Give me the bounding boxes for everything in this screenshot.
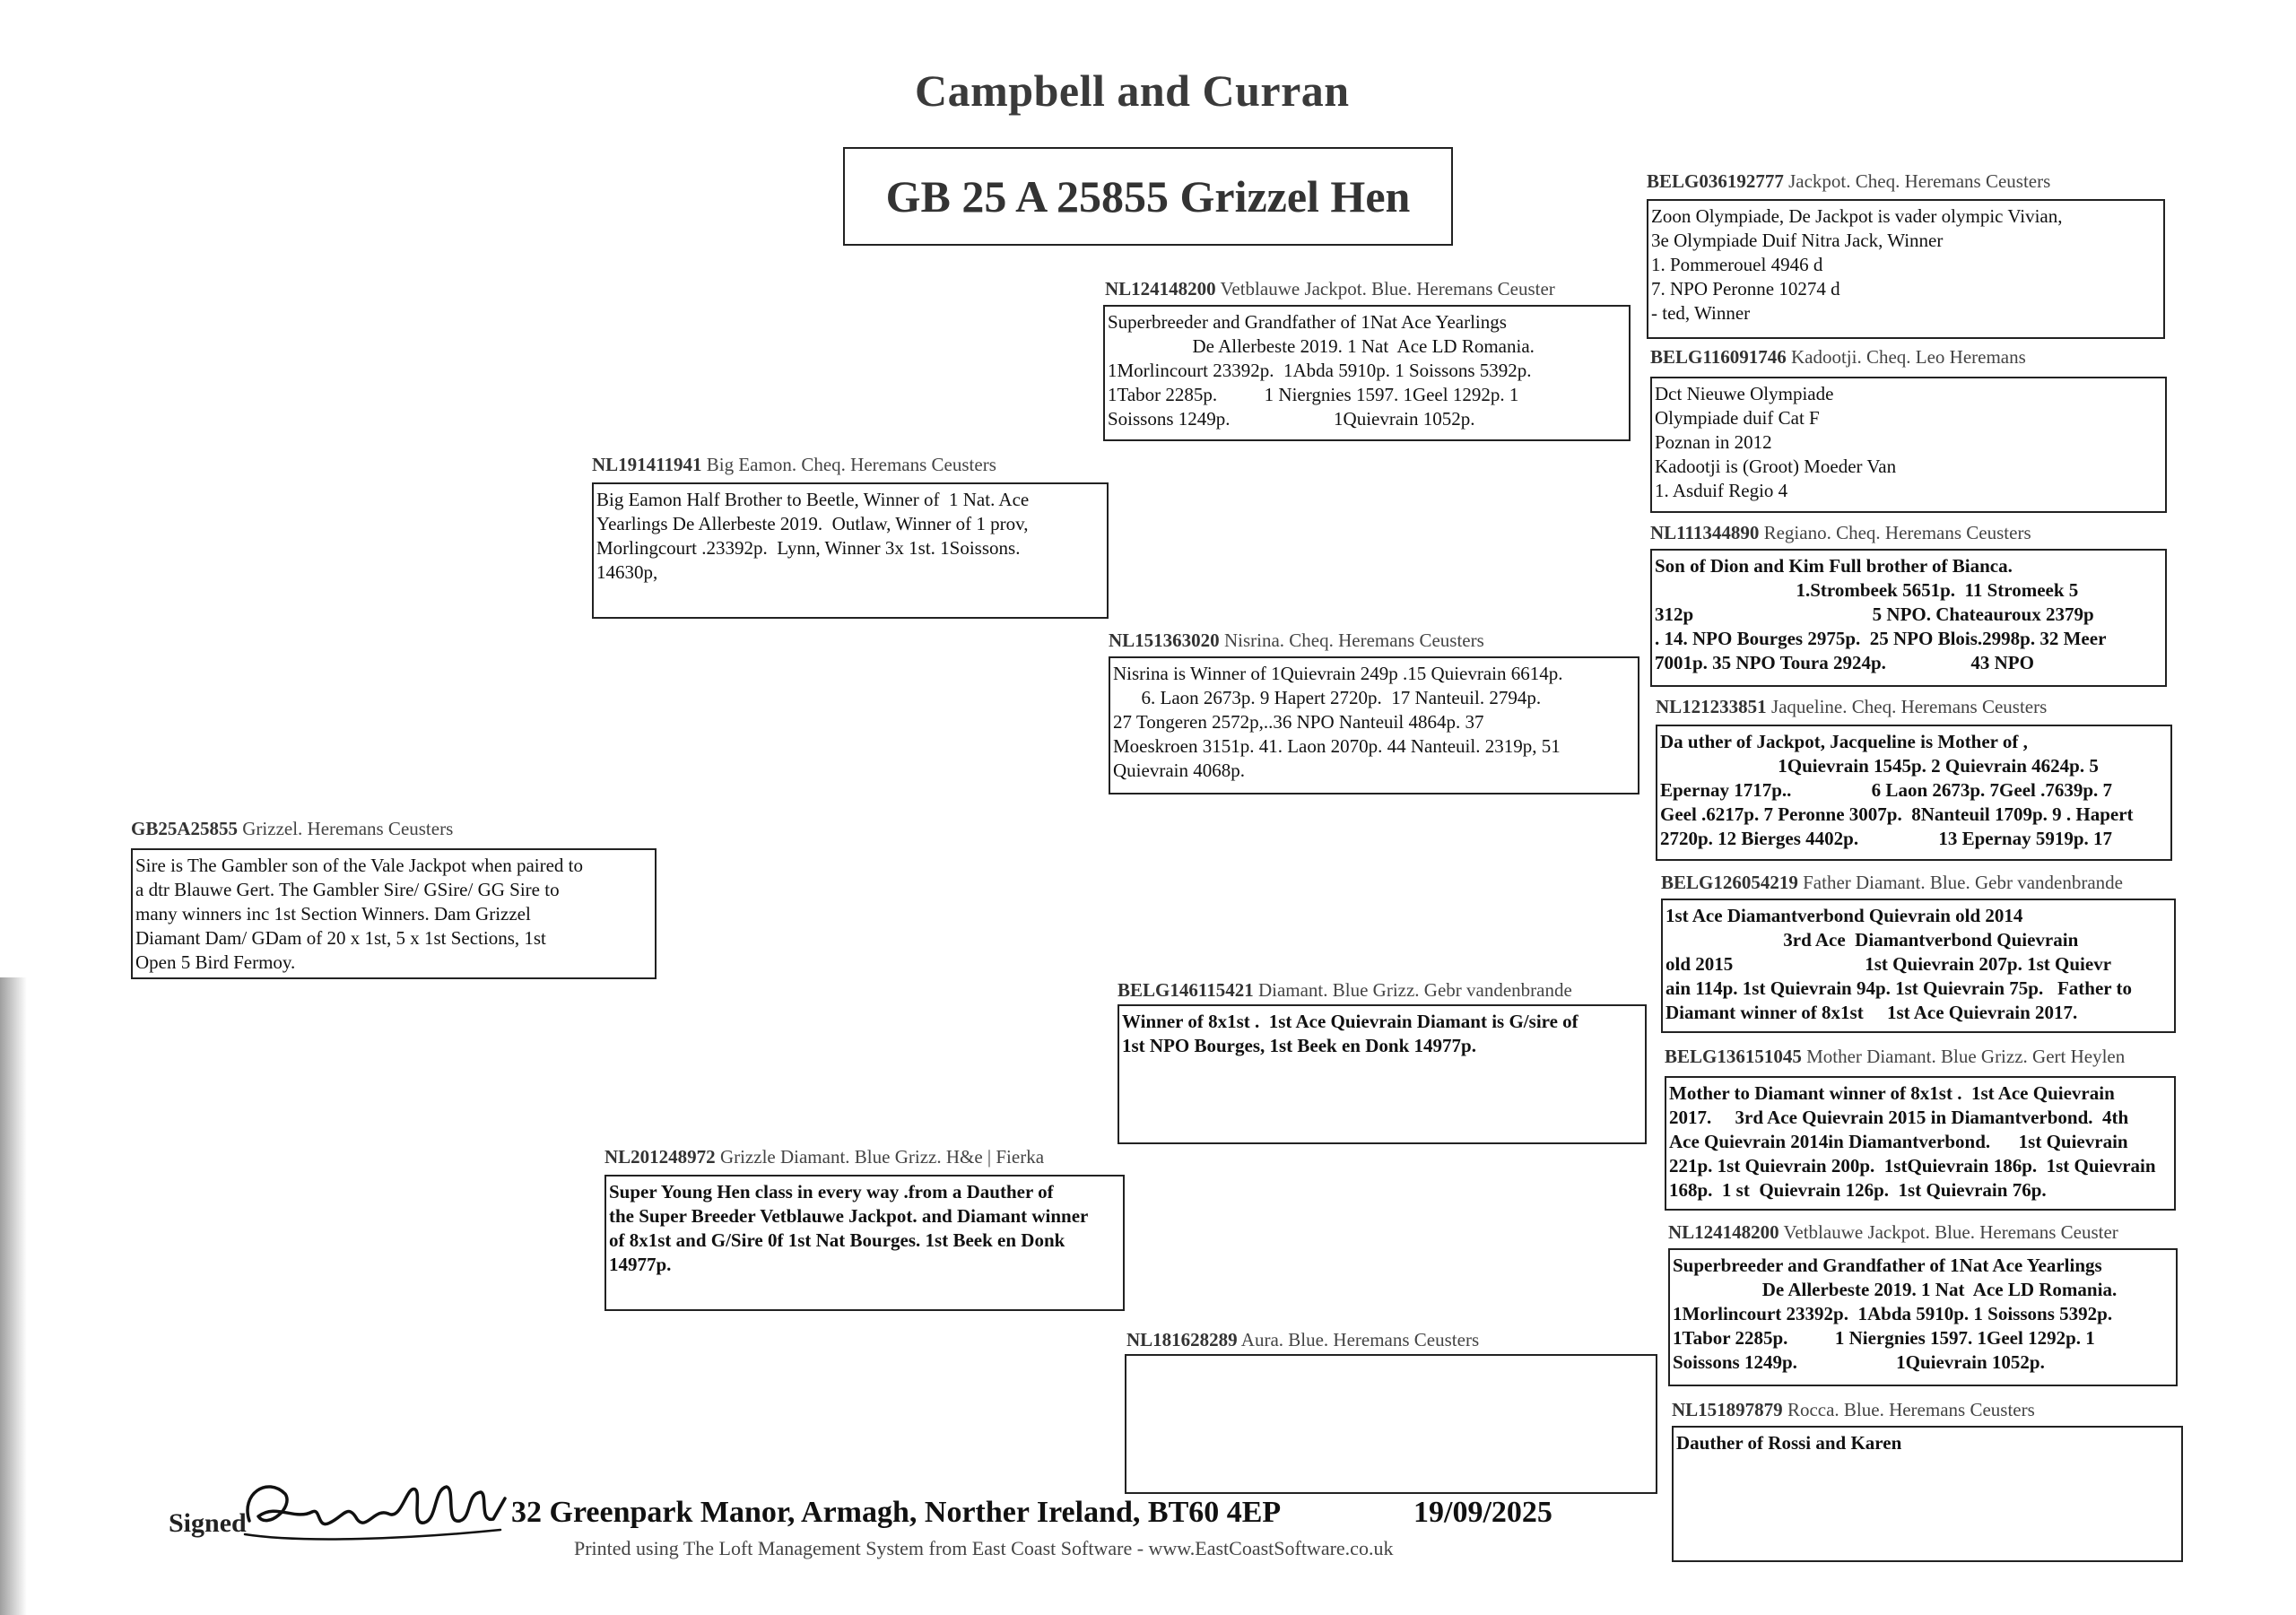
bird-notes-box [1103,305,1631,441]
bird-notes-box [1125,1354,1657,1494]
note-line: many winners inc 1st Section Winners. Dam Grizzel [135,903,531,925]
footer-address: 32 Greenpark Manor, Armagh, Norther Ireland, BT60 4EP [511,1496,1282,1529]
note-line: 1Morlincourt 23392p. 1Abda 5910p. 1 Soissons 5392p. [1673,1303,2113,1324]
note-line: Yearlings De Allerbeste 2019. Outlaw, Winner of 1 prov, [596,513,1029,534]
note-line: 1st Ace Diamantverbond Quievrain old 2014 [1665,905,2023,926]
note-line: 1. Asduif Regio 4 [1655,480,1788,501]
note-line: a dtr Blauwe Gert. The Gambler Sire/ GSire/ GG Sire to [135,879,560,900]
note-line: Morlingcourt .23392p. Lynn, Winner 3x 1st. 1Soissons. [596,537,1021,559]
note-line: Ace Quievrain 2014in Diamantverbond. 1st Quievrain [1669,1131,2128,1152]
ring-number: NL191411941 [592,454,702,475]
bird-notes-box [1118,1004,1647,1144]
ring-number: NL201248972 [604,1146,716,1168]
note-line: 2017. 3rd Ace Quievrain 2015 in Diamantverbond. 4th [1669,1107,2129,1128]
note-line: De Allerbeste 2019. 1 Nat Ace LD Romania. [1673,1279,2118,1300]
bird-notes-box [1647,199,2165,339]
note-line: Big Eamon Half Brother to Beetle, Winner of 1 Nat. Ace [596,489,1030,510]
note-line: Dauther of Rossi and Karen [1676,1432,1902,1454]
note-line: 221p. 1st Quievrain 200p. 1stQuievrain 186p. 1st Quievrain [1669,1155,2156,1177]
footer-printed-by: Printed using The Loft Management System from East Coast Software - www.EastCoastSoftware.co.uk [574,1537,1394,1559]
note-line: Mother to Diamant winner of 8x1st . 1st Ace Quievrain [1669,1082,2115,1104]
footer-date: 19/09/2025 [1413,1496,1552,1529]
note-line: Diamant Dam/ GDam of 20 x 1st, 5 x 1st Sections, 1st [135,927,546,949]
note-line: Soissons 1249p. 1Quievrain 1052p. [1108,408,1475,430]
note-line: 2720p. 12 Bierges 4402p. 13 Epernay 5919p. 17 [1660,828,2113,849]
note-line: Soissons 1249p. 1Quievrain 1052p. [1673,1351,2045,1373]
note-line: 6. Laon 2673p. 9 Hapert 2720p. 17 Nanteuil. 2794p. [1113,687,1542,708]
scan-edge-shadow [0,977,27,1615]
note-line: Nisrina is Winner of 1Quievrain 249p .15 Quievrain 6614p. [1113,663,1563,684]
bird-description: Aura. Blue. Heremans Ceusters [1237,1329,1480,1350]
bird-notes-box [1665,1076,2176,1211]
ring-number: NL124148200 [1668,1221,1779,1243]
note-line: Poznan in 2012 [1655,431,1772,453]
note-line: Geel .6217p. 7 Peronne 3007p. 8Nanteuil 1709p. 9 . Hapert [1660,803,2134,825]
bird-description: Rocca. Blue. Heremans Ceusters [1782,1399,2035,1420]
handwritten-signature [231,1467,518,1548]
bird-description: Nisrina. Cheq. Heremans Ceusters [1219,630,1484,651]
bird-header [1126,1329,1479,1351]
page-title: Campbell and Curran [915,65,1350,116]
note-line: Open 5 Bird Fermoy. [135,951,296,973]
bird-description: Kadootji. Cheq. Leo Heremans [1786,346,2026,368]
note-line: 3e Olympiade Duif Nitra Jack, Winner [1651,230,1944,251]
bird-header [1118,979,1572,1002]
bird-notes-box [1668,1248,2178,1386]
bird-notes-box [1650,549,2167,687]
bird-description: Big Eamon. Cheq. Heremans Ceusters [701,454,996,475]
bird-notes-box [1672,1426,2183,1562]
note-line: 7001p. 35 NPO Toura 2924p. 43 NPO [1655,652,2034,673]
ring-number: BELG136151045 [1665,1046,1802,1067]
bird-header [131,818,453,840]
subject-ring-label: GB 25 A 25855 Grizzel Hen [885,171,1411,221]
note-line: of 8x1st and G/Sire 0f 1st Nat Bourges. 1st Beek en Donk [609,1229,1065,1251]
note-line: Sire is The Gambler son of the Vale Jackpot when paired to [135,855,584,876]
ring-number: NL111344890 [1650,522,1760,543]
bird-description: Regiano. Cheq. Heremans Ceusters [1759,522,2031,543]
ring-number: NL124148200 [1105,278,1216,300]
note-line: 1Tabor 2285p. 1 Niergnies 1597. 1Geel 1292p. 1 [1108,384,1519,405]
ring-number: GB25A25855 [131,818,239,839]
bird-description: Jackpot. Cheq. Heremans Ceusters [1783,170,2051,192]
note-line: . 14. NPO Bourges 2975p. 25 NPO Blois.2998p. 32 Meer [1655,628,2107,649]
note-line: Superbreeder and Grandfather of 1Nat Ace Yearlings [1673,1255,2102,1276]
bird-description: Vetblauwe Jackpot. Blue. Heremans Ceuster [1779,1221,2118,1243]
bird-description: Grizzle Diamant. Blue Grizz. H&e | Fierka [715,1146,1045,1168]
bird-notes-box [1650,377,2167,513]
note-line: - ted, Winner [1651,302,1751,324]
note-line: Quievrain 4068p. [1113,760,1245,781]
bird-notes-box [1656,725,2172,861]
note-line: 312p 5 NPO. Chateauroux 2379p [1655,603,2094,625]
signed-label: Signed [169,1508,247,1538]
bird-header [1647,170,2050,193]
note-line: 14630p, [596,561,658,583]
note-line: 27 Tongeren 2572p,..36 NPO Nanteuil 4864p. 37 [1113,711,1484,733]
ring-number: NL151363020 [1109,630,1220,651]
ring-number: BELG146115421 [1118,979,1254,1001]
note-line: old 2015 1st Quievrain 207p. 1st Quievr [1665,953,2112,975]
bird-header [1109,630,1484,652]
note-line: 1Tabor 2285p. 1 Niergnies 1597. 1Geel 1292p. 1 [1673,1327,2095,1349]
ring-number: NL151897879 [1672,1399,1783,1420]
bird-header [1650,522,2031,544]
note-line: 1.Strombeek 5651p. 11 Stromeek 5 [1655,579,2079,601]
ring-number: NL181628289 [1126,1329,1238,1350]
note-line: Diamant winner of 8x1st 1st Ace Quievrain 2017. [1665,1002,2078,1023]
note-line: Epernay 1717p.. 6 Laon 2673p. 7Geel .7639p. 7 [1660,779,2113,801]
bird-notes-box [131,848,657,979]
note-line: ain 114p. 1st Quievrain 94p. 1st Quievrain 75p. Father to [1665,977,2132,999]
bird-header [1650,346,2026,369]
note-line: 1st NPO Bourges, 1st Beek en Donk 14977p. [1122,1035,1476,1056]
bird-notes-box [604,1175,1125,1311]
note-line: Da uther of Jackpot, Jacqueline is Mother of , [1660,731,2028,752]
bird-description: Grizzel. Heremans Ceusters [238,818,454,839]
note-line: Super Young Hen class in every way .from a Dauther of [609,1181,1054,1203]
ring-number: NL121233851 [1656,696,1767,717]
note-line: 1Morlincourt 23392p. 1Abda 5910p. 1 Soissons 5392p. [1108,360,1532,381]
bird-notes-box [1661,899,2176,1033]
bird-header [1105,278,1555,300]
note-line: Superbreeder and Grandfather of 1Nat Ace Yearlings [1108,311,1507,333]
bird-header [1668,1221,2118,1244]
bird-description: Mother Diamant. Blue Grizz. Gert Heylen [1801,1046,2126,1067]
bird-description: Diamant. Blue Grizz. Gebr vandenbrande [1253,979,1572,1001]
bird-description: Father Diamant. Blue. Gebr vandenbrande [1797,872,2123,893]
ring-number: BELG036192777 [1647,170,1784,192]
bird-header [1665,1046,2125,1068]
bird-description: Vetblauwe Jackpot. Blue. Heremans Ceuster [1215,278,1555,300]
note-line: Dct Nieuwe Olympiade [1655,383,1834,404]
bird-header [1672,1399,2035,1421]
bird-notes-box [592,482,1109,619]
bird-header [1656,696,2047,718]
note-line: 1. Pommerouel 4946 d [1651,254,1823,275]
ring-number: BELG116091746 [1650,346,1787,368]
note-line: 1Quievrain 1545p. 2 Quievrain 4624p. 5 [1660,755,2099,777]
ring-number: BELG126054219 [1661,872,1798,893]
note-line: De Allerbeste 2019. 1 Nat Ace LD Romania. [1108,335,1535,357]
note-line: 7. NPO Peronne 10274 d [1651,278,1840,300]
subject-ring-box [843,147,1453,246]
note-line: 3rd Ace Diamantverbond Quievrain [1665,929,2079,951]
note-line: Moeskroen 3151p. 41. Laon 2070p. 44 Nanteuil. 2319p, 51 [1113,735,1561,757]
note-line: 168p. 1 st Quievrain 126p. 1st Quievrain 76p. [1669,1179,2047,1201]
note-line: Olympiade duif Cat F [1655,407,1820,429]
note-line: 14977p. [609,1254,672,1275]
note-line: the Super Breeder Vetblauwe Jackpot. and Diamant winner [609,1205,1089,1227]
bird-description: Jaqueline. Cheq. Heremans Ceusters [1766,696,2048,717]
note-line: Winner of 8x1st . 1st Ace Quievrain Diamant is G/sire of [1122,1011,1578,1032]
bird-header [592,454,996,476]
note-line: Son of Dion and Kim Full brother of Bianca. [1655,555,2013,577]
bird-notes-box [1109,656,1639,794]
note-line: Zoon Olympiade, De Jackpot is vader olympic Vivian, [1651,205,2063,227]
bird-header [1661,872,2123,894]
note-line: Kadootji is (Groot) Moeder Van [1655,456,1897,477]
bird-header [604,1146,1044,1168]
